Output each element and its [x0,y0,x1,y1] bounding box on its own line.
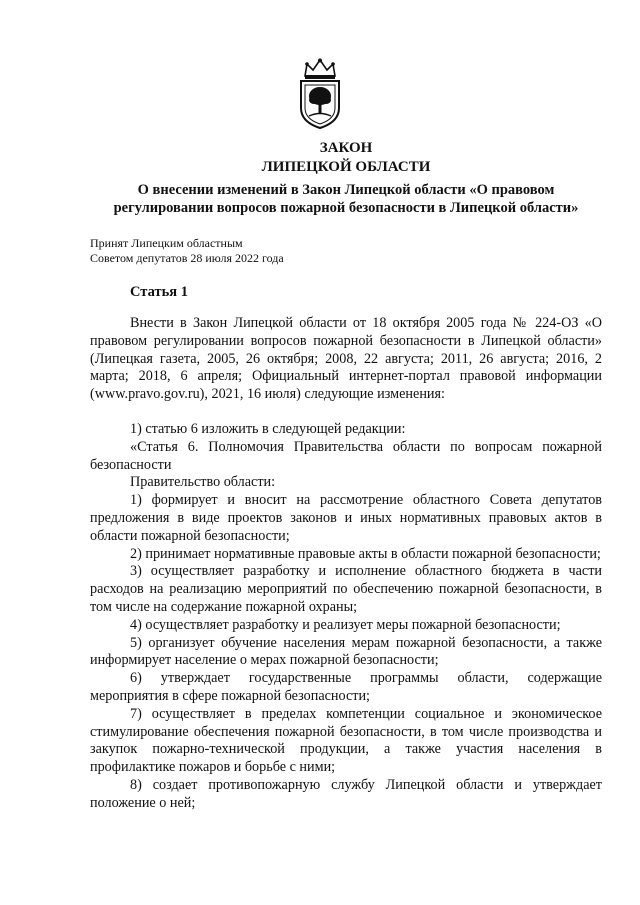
article-body [90,315,602,813]
law-word: ЗАКОН [319,140,373,156]
article-heading: Статья 1 [130,284,188,300]
amendment-paragraph: 4) осуществляет разработку и реализует меры пожарной безопасности; [130,616,561,633]
amendment-paragraph: «Статья 6. Полномочия Правительства области по вопросам пожарной безопасности [90,438,602,473]
lipetsk-coat-of-arms-icon [297,58,343,130]
amendment-paragraph: 1) формирует и вносит на рассмотрение областного Совета депутатов предложения в виде проектов законов и иных нормативных правовых актов в области пожарной безопасности; [90,492,602,544]
law-title [90,139,602,177]
amendment-paragraph: 6) утверждает государственные программы области, содержащие мероприятия в сфере пожарной безопасности; [90,670,602,704]
adoption-info [90,236,284,266]
emblem-container [0,58,640,135]
amendment-paragraph: 2) принимает нормативные правовые акты в области пожарной безопасности; [130,545,601,562]
amendment-paragraph: 3) осуществляет разработку и исполнение областного бюджета в части расходов на реализацию мероприятий по обеспечению пожарной безопасности, в том числе на содержание пожарной охраны; [90,563,602,615]
amendment-paragraph: 8) создает противопожарную службу Липецкой области и утверждает положение о ней; [90,776,602,811]
law-subtitle: О внесении изменений в Закон Липецкой области «О правовом регулировании вопросов пожарной безопасности в Липецкой области» [113,182,579,216]
article-intro: Внести в Закон Липецкой области от 18 октября 2005 года № 224-ОЗ «О правовом регулировании вопросов пожарной безопасности в Липецкой области» (Липецкая газета, 2005, 26 октября; 2008, 22 августа; 2011, 26 августа; 2016, 2 марта; 2018, 6 апреля; Официальный интернет-портал правовой информации (www.pravo.gov.ru), 2021, 16 июля) следующие изменения: [90,315,602,403]
amendment-paragraph: 7) осуществляет в пределах компетенции социальное и экономическое стимулирование обеспечения пожарной безопасности, в том числе производства и закупок пожарно-технической продукции, а также участия населения в профилактике пожаров и борьбе с ними; [90,705,602,776]
adoption-line-1: Принят Липецким областным [90,236,243,250]
region-name: ЛИПЕЦКОЙ ОБЛАСТИ [261,159,431,175]
amendment-paragraph: 5) организует обучение населения мерам пожарной безопасности, а также информирует население о мерах пожарной безопасности; [90,634,602,669]
adoption-line-2: Советом депутатов 28 июля 2022 года [90,251,284,265]
amendment-paragraph: 1) статью 6 изложить в следующей редакции: [130,420,406,437]
amendment-paragraph: Правительство области: [130,474,276,491]
